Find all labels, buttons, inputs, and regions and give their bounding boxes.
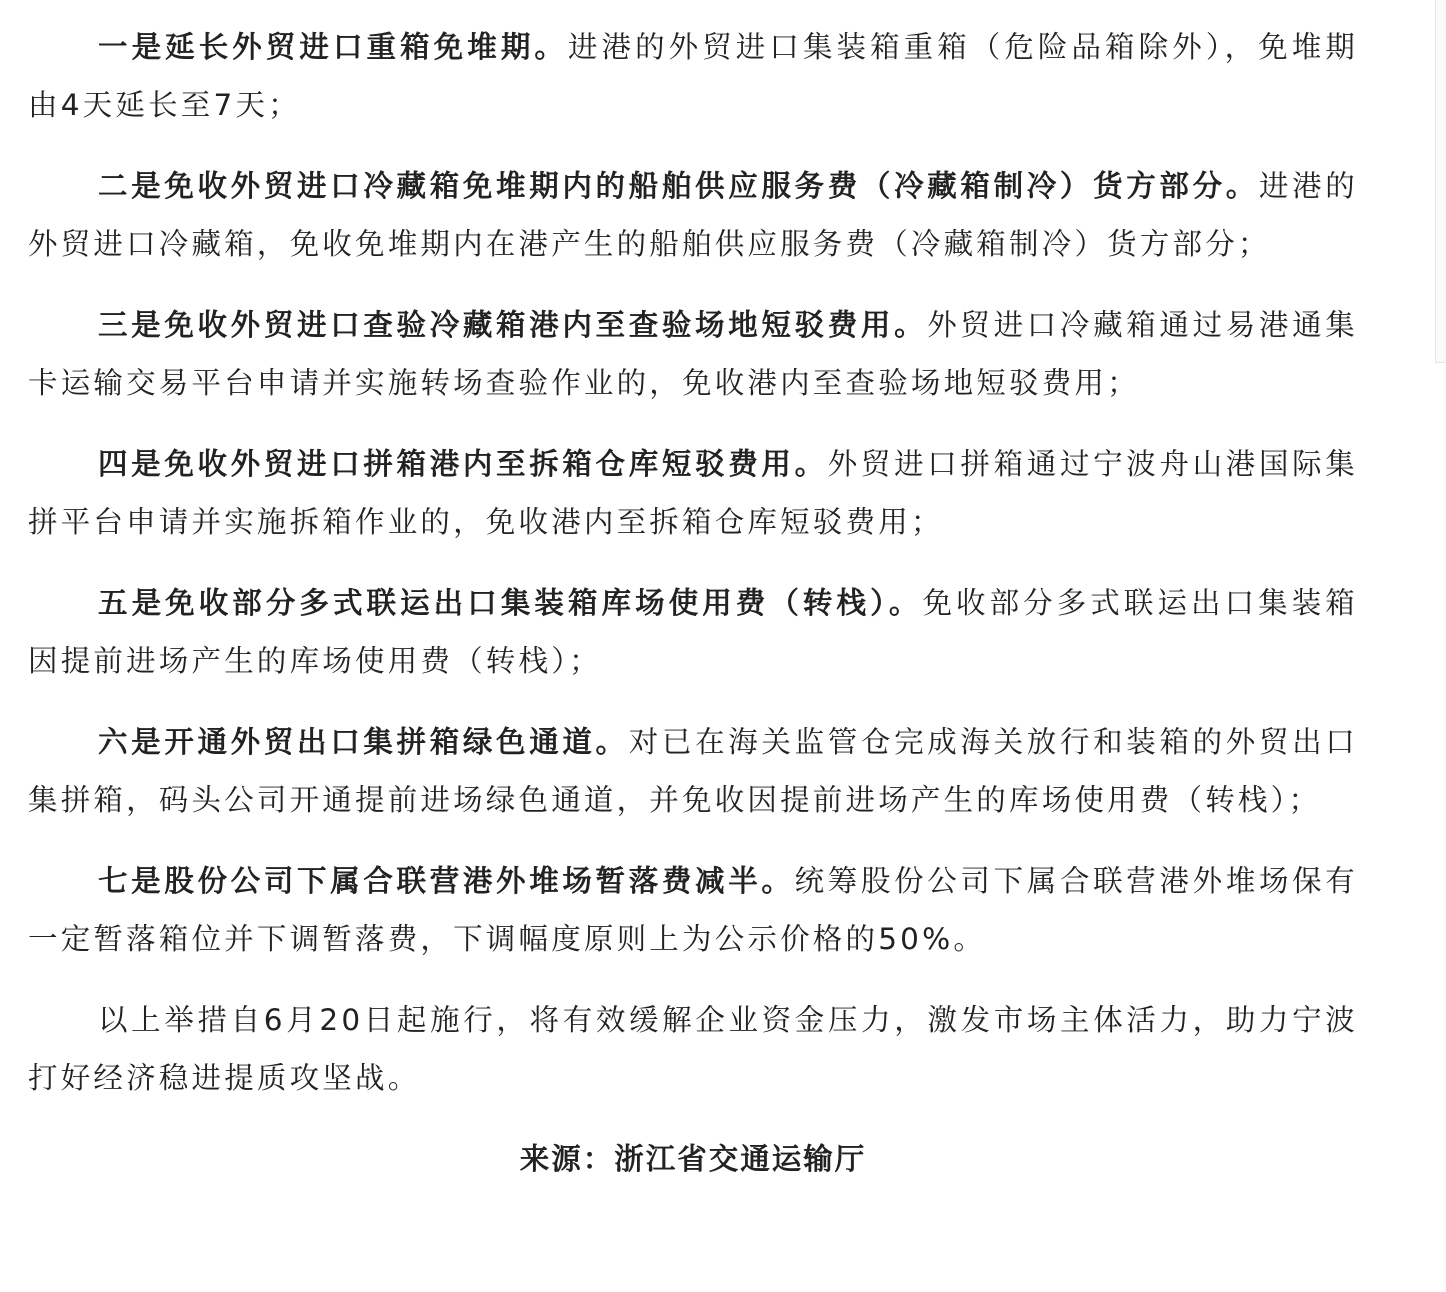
- scrollbar[interactable]: [1435, 0, 1446, 363]
- measure-paragraph-1: [28, 18, 1358, 134]
- measure-paragraph-5: [28, 574, 1358, 690]
- closing-paragraph: 以上举措自6月20日起施行，将有效缓解企业资金压力，激发市场主体活力，助力宁波打好经济稳进提质攻坚战。: [28, 1003, 1358, 1095]
- measure-paragraph-3: [28, 296, 1358, 412]
- measure-text-1: 进港的外贸进口集装箱重箱（危险品箱除外），免堆期由4天延长至7天；: [28, 30, 1358, 122]
- measure-text-7: 统筹股份公司下属合联营港外堆场保有一定暂落箱位并下调暂落费，下调幅度原则上为公示价格的50%。: [28, 864, 1358, 956]
- measure-heading-4: 四是免收外贸进口拼箱港内至拆箱仓库短驳费用。: [98, 447, 828, 481]
- measure-paragraph-4: [28, 435, 1358, 551]
- measure-heading-1: 一是延长外贸进口重箱免堆期。: [98, 30, 568, 64]
- measure-heading-6: 六是开通外贸出口集拼箱绿色通道。: [98, 725, 629, 759]
- measure-text-6: 对已在海关监管仓完成海关放行和装箱的外贸出口集拼箱，码头公司开通提前进场绿色通道，并免收因提前进场产生的库场使用费（转栈）；: [28, 725, 1359, 817]
- measure-paragraph-2: [28, 157, 1358, 273]
- measure-heading-3: 三是免收外贸进口查验冷藏箱港内至查验场地短驳费用。: [98, 308, 928, 342]
- measure-text-2: 进港的外贸进口冷藏箱，免收免堆期内在港产生的船舶供应服务费（冷藏箱制冷）货方部分；: [28, 169, 1358, 261]
- measure-heading-5: 五是免收部分多式联运出口集装箱库场使用费（转栈）。: [98, 586, 923, 620]
- measure-paragraph-7: [28, 852, 1358, 968]
- measure-heading-2: 二是免收外贸进口冷藏箱免堆期内的船舶供应服务费（冷藏箱制冷）货方部分。: [98, 169, 1259, 203]
- source-credit: 来源：浙江省交通运输厅: [519, 1142, 867, 1176]
- measure-text-3: 外贸进口冷藏箱通过易港通集卡运输交易平台申请并实施转场查验作业的，免收港内至查验场地短驳费用；: [28, 308, 1358, 400]
- measure-heading-7: 七是股份公司下属合联营港外堆场暂落费减半。: [98, 864, 795, 898]
- article-body: [28, 18, 1358, 1188]
- measure-paragraph-6: [28, 713, 1358, 829]
- measure-text-4: 外贸进口拼箱通过宁波舟山港国际集拼平台申请并实施拆箱作业的，免收港内至拆箱仓库短驳费用；: [28, 447, 1359, 539]
- measure-text-5: 免收部分多式联运出口集装箱因提前进场产生的库场使用费（转栈）；: [28, 586, 1358, 678]
